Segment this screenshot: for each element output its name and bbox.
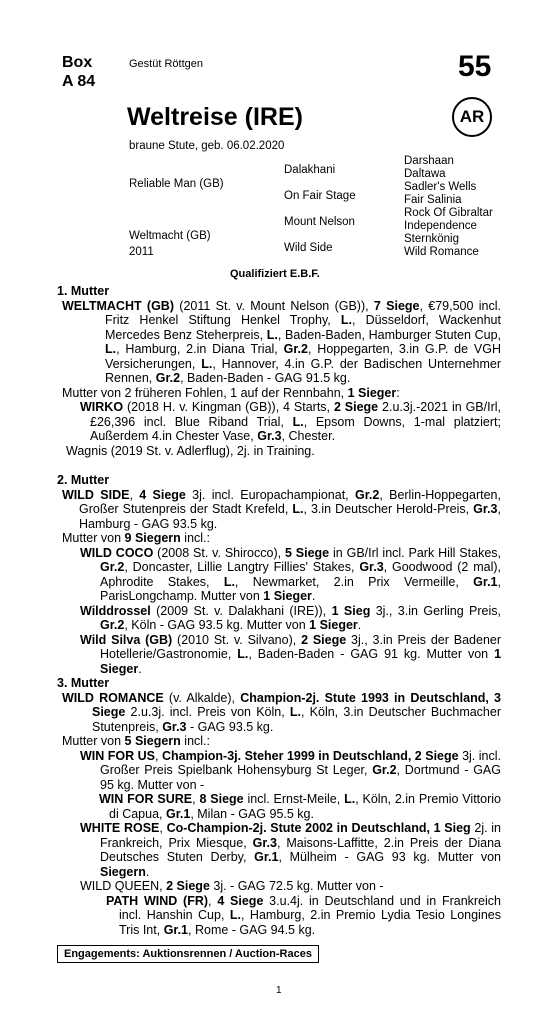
section-heading: 1. Mutter [57,284,110,298]
section-heading: 2. Mutter [57,473,110,487]
produce-summary: Mutter von 5 Siegern incl.: [62,734,210,748]
section-first-dam [57,284,501,458]
horse-description: braune Stute, geb. 06.02.2020 [129,140,285,152]
pedigree-sire-dam: On Fair Stage [284,190,356,202]
produce-record: WHITE ROSE, Co-Champion-2j. Stute 2002 in Deutschland, 1 Sieg 2j. in Frankreich, Prix Miesque, Gr.3, Maisons-Laffitte, 2.in Preis der Diana Deutsches Stuten Derby, Gr.1, Mülheim - GAG 93 kg. Mutter von Siegern. [80,821,501,879]
ggp-item: Sadler's Wells [404,181,477,193]
ggp-item: Wild Romance [404,246,479,258]
pedigree-dam: Weltmacht (GB) [129,230,211,242]
ar-badge: AR [452,97,492,137]
engagements-box: Engagements: Auktionsrennen / Auction-Races [57,945,319,963]
dam-record: WILD SIDE, 4 Siege 3j. incl. Europachampionat, Gr.2, Berlin-Hoppegarten, Großer Stutenpreis der Stadt Krefeld, L., 3.in Deutscher Herold-Preis, Gr.3, Hamburg - GAG 93.5 kg. [62,487,501,531]
produce-record: WIN FOR SURE, 8 Siege incl. Ernst-Meile, L., Köln, 2.in Premio Vittorio di Capua, Gr.1, Milan - GAG 95.5 kg. [99,792,501,821]
page-number: 1 [276,985,282,996]
ggp-item: Sternkönig [404,233,459,245]
dam-record: WILD ROMANCE (v. Alkalde), Champion-2j. Stute 1993 in Deutschland, 3 Siege 2.u.3j. incl. Preis von Köln, L., Köln, 3.in Deutscher Buchmacher Stutenpreis, Gr.3 - GAG 93.5 kg. [62,690,502,734]
section-second-dam [57,473,501,676]
pedigree-dam-dam: Wild Side [284,242,333,254]
produce-record: WIN FOR US, Champion-3j. Steher 1999 in Deutschland, 2 Siege 3j. incl. Großer Preis Spielbank Hohensyburg St Leger, Gr.2, Dortmund - GAG 95 kg. Mutter von - [80,748,501,792]
produce-record: Wilddrossel (2009 St. v. Dalakhani (IRE)), 1 Sieg 3j., 3.in Gerling Preis, Gr.2, Köln - GAG 93.5 kg. Mutter von 1 Sieger. [80,603,502,632]
pedigree-dam-sire: Mount Nelson [284,216,355,228]
produce-record: WILD QUEEN, 2 Siege 3j. - GAG 72.5 kg. Mutter von - [80,879,384,893]
pedigree-ggp-list [404,155,493,259]
section-heading: 3. Mutter [57,676,110,690]
section-third-dam [57,676,501,937]
ggp-item: Independence [404,220,477,232]
horse-name: Weltreise (IRE) [127,103,303,131]
ggp-item: Daltawa [404,168,446,180]
breeder: Gestüt Röttgen [129,58,203,70]
qualified-note: Qualifiziert E.B.F. [230,268,320,280]
box-number: A 84 [62,73,96,90]
produce-summary: Mutter von 2 früheren Fohlen, 1 auf der Rennbahn, 1 Sieger: [62,385,400,400]
ggp-item: Fair Salinia [404,194,462,206]
pedigree-sire-sire: Dalakhani [284,164,336,176]
dam-record: WELTMACHT (GB) (2011 St. v. Mount Nelson (GB)), 7 Siege, €79,500 incl. Fritz Henkel Stiftung Henkel Trophy, L., Düsseldorf, Wackenhut Mercedes Benz Steherpreis, L., Baden-Baden, Hamburger Stuten Cup, L., Hamburg, 2.in Diana Trial, Gr.2, Hoppegarten, 3.in G.P. de VGH Versicherungen, L., Hannover, 4.in G.P. der Badischen Unternehmer Rennen, Gr.2, Baden-Baden - GAG 91.5 kg. [62,298,501,385]
ggp-item: Darshaan [404,155,454,167]
produce-record: Wagnis (2019 St. v. Adlerflug), 2j. in Training. [66,443,315,458]
produce-record: PATH WIND (FR), 4 Siege 3.u.4j. in Deutschland und in Frankreich incl. Hanshin Cup, L., Hamburg, 2.in Premio Lydia Tesio Longines Tris Int, Gr.1, Rome - GAG 94.5 kg. [106,893,501,937]
produce-summary: Mutter von 9 Siegern incl.: [62,531,210,545]
pedigree-dam-year: 2011 [129,246,154,258]
produce-record: Wild Silva (GB) (2010 St. v. Silvano), 2 Siege 3j., 3.in Preis der Badener Hotellerie/Gastronomie, L., Baden-Baden - GAG 91 kg. Mutter von 1 Sieger. [80,632,502,676]
box-label [62,53,95,91]
produce-record: WILD COCO (2008 St. v. Shirocco), 5 Siege in GB/Irl incl. Park Hill Stakes, Gr.2, Doncaster, Lillie Langtry Fillies' Stakes, Gr.3, Goodwood (2 mal), Aphrodite Stakes, L., Newmarket, 2.in Prix Vermeille, Gr.1, ParisLongchamp. Mutter von 1 Sieger. [80,545,501,603]
box-text: Box [62,54,93,71]
produce-record: WIRKO (2018 H. v. Kingman (GB)), 4 Starts, 2 Siege 2.u.3j.-2021 in GB/Irl, £26,396 incl. Blue Riband Trial, L., Epsom Downs, 1-mal platziert; Außerdem 4.in Chester Vase, Gr.3, Chester. [80,400,501,443]
ggp-item: Rock Of Gibraltar [404,207,493,219]
lot-number: 55 [458,50,492,83]
pedigree-sire: Reliable Man (GB) [129,178,224,190]
